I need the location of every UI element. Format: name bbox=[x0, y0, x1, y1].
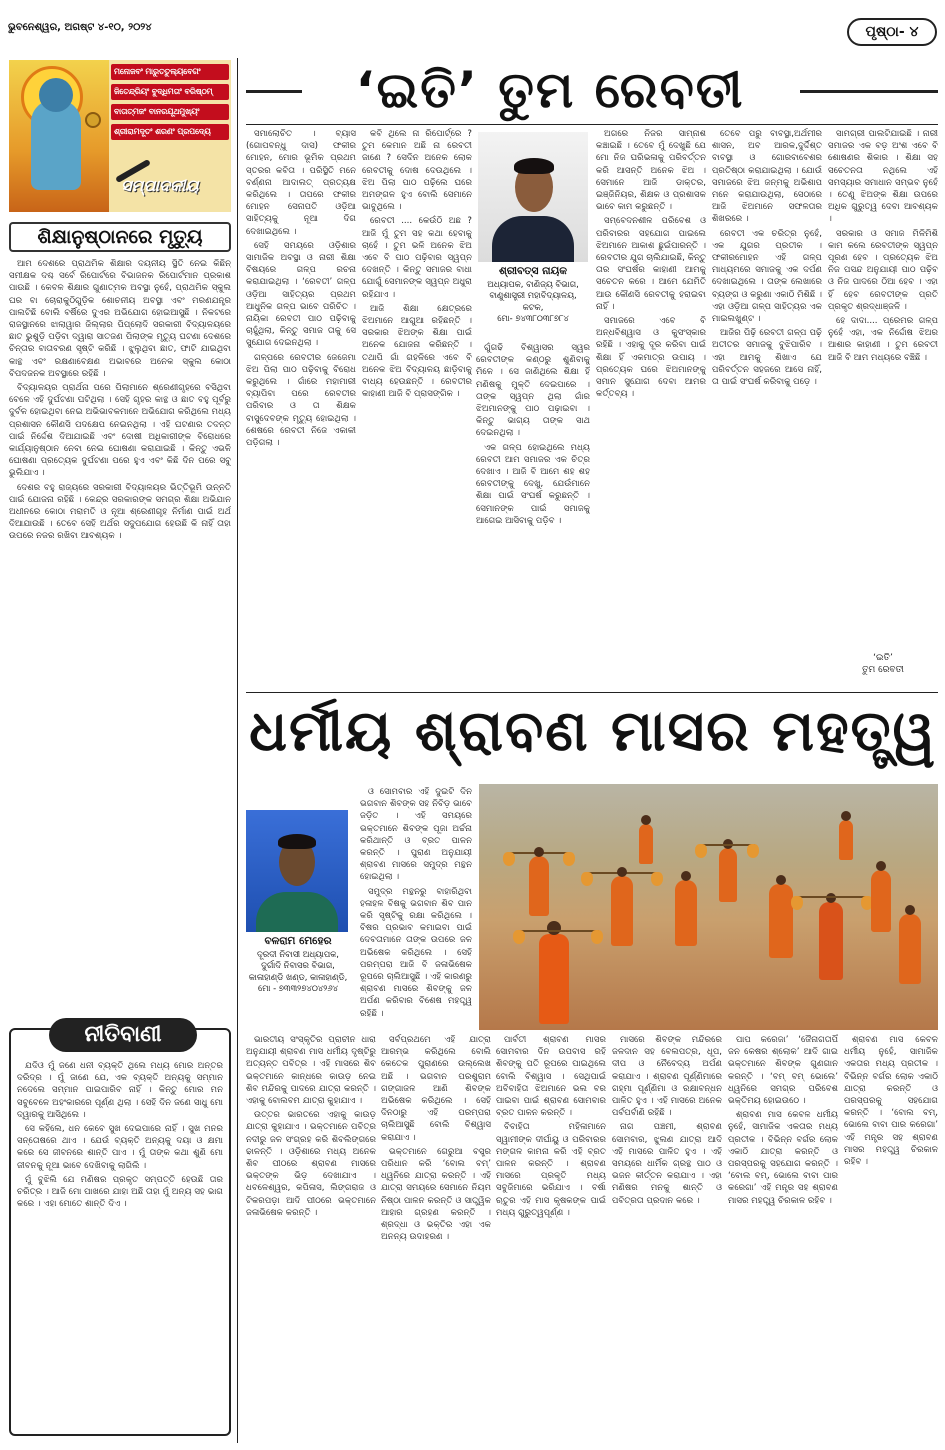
author-line: ମୋ- ୭୪୩୮୦୩୮୭୮୪ bbox=[497, 313, 569, 323]
article2-col3 bbox=[496, 1034, 606, 1438]
headline-rule-right bbox=[800, 90, 938, 93]
verse-lines bbox=[109, 62, 231, 144]
author-line: ଦୂରଦୀ ନିବାସୀ ଅଧ୍ୟାପକ, bbox=[257, 948, 339, 959]
paragraph: ବିଦ୍ୟାଳୟର ପ୍ରାର୍ଥନା ପରେ ପିଲାମାନେ ଶ୍ରେଣୀଗୃହରେ ବସିଥିବା ବେଳେ ଏହି ଦୁର୍ଘଟଣା ଘଟିଥିଲା । ସେହି ଗୃହର କାନ୍ଥ ଓ ଛାତ ବହୁ ପୂର୍ବରୁ ଦୁର୍ବଳ ହୋଇଥିବା ନେଇ ଅଭିଭାବକମାନେ ଅଭିଯୋଗ କରିଥିଲେ ମଧ୍ୟ ପ୍ରଶାସନ କୌଣସି ପଦକ୍ଷେପ ନେଇନଥିଲା । ଏହି ଘଟଣାର ତଦନ୍ତ ପାଇଁ ନିର୍ଦ୍ଦେଶ ଦିଆଯାଇଛି ଏବଂ ଦୋଷୀ ଅଧିକାରୀଙ୍କ ବିରୋଧରେ କାର୍ଯ୍ୟାନୁଷ୍ଠାନ ନେବା ନେଇ ଘୋଷଣା କରାଯାଇଛି । କିନ୍ତୁ ଏଭଳି ଘୋଷଣା ପ୍ରତ୍ୟେକ ଦୁର୍ଘଟଣା ପରେ ହୁଏ ଏବଂ କିଛି ଦିନ ପରେ ସବୁ ଭୁଲିଯାଏ । bbox=[9, 383, 231, 479]
article1-col1 bbox=[246, 128, 356, 688]
page-header bbox=[0, 0, 945, 54]
verse-line: ଜିତେନ୍ଦ୍ରିୟଂ ବୁଦ୍ଧିମତାଂ ବରିଷ୍ଠମ୍ bbox=[111, 84, 229, 100]
date-line: ଭୁବନେଶ୍ୱର, ଅଗଷ୍ଟ ୪-୧୦, ୨୦୨୪ bbox=[8, 22, 152, 33]
paragraph: ବିବାହିତା ମହିଳାମାନେ ସ୍ୱାମୀଙ୍କ ଦୀର୍ଘାୟୁ ଓ ପରିବାରର ମଙ୍ଗଳ କାମନା କରି ଏହି ବ୍ରତ ପାଳନ କରନ୍ତି । ଶ୍ରାବଣ ମାସରେ ପ୍ରକୃତି ମଧ୍ୟ ସବୁଜିମାରେ ଭରିଯାଏ । ବର୍ଷା ଋତୁର ଏହି ମାସ କୃଷକଙ୍କ ପାଇଁ ମଧ୍ୟ ଗୁରୁତ୍ୱପୂର୍ଣ୍ଣ । bbox=[496, 1122, 606, 1218]
author-line: ଅଧ୍ୟାପକ, ବାଣିଜ୍ୟ ବିଭାଗ, bbox=[487, 278, 579, 289]
paragraph: ସମୁଦ୍ର ମନ୍ଥନରୁ ବାହାରିଥିବା ହଳାହଳ ବିଷକୁ ଭଗବାନ ଶିବ ପାନ କରି ସୃଷ୍ଟିକୁ ରକ୍ଷା କରିଥିଲେ । ବିଷର ପ୍ରଭାବ କମାଇବା ପାଇଁ ଦେବତାମାନେ ତାଙ୍କ ଉପରେ ଜଳ ଅଭିଷେକ କରିଥିଲେ । ସେହି ପରମ୍ପରା ଆଜି ବି ଜଳାଭିଷେକ ରୂପରେ ଚାଲିଆସୁଛି । ଏହି କାରଣରୁ ଶ୍ରାବଣ ମାସରେ ଶିବଙ୍କୁ ଜଳ ଅର୍ପଣ କରିବାର ବିଶେଷ ମହତ୍ତ୍ୱ ରହିଛି । bbox=[360, 886, 472, 1019]
paragraph: ଆଜିର ପିଢ଼ି ରେବତୀ ଗଳ୍ପ ପଢ଼ି ଅତୀତର ସମାଜକୁ ବୁଝିପାରିବ । ଏହା ଆମକୁ ଶିଖାଏ ଯେ ପରିବର୍ତ୍ତନ ସହଜରେ ଆସେ ନାହିଁ, ତା ପାଇଁ ସଂଘର୍ଷ କରିବାକୁ ପଡ଼େ । bbox=[712, 328, 822, 388]
paragraph: ଏକ ଗଳ୍ପ ହୋଇଥିଲେ ମଧ୍ୟ ରେବତୀ ଆମ ସମାଜର ଏକ ଚିତ୍ର ଦେଖାଏ । ଆଜି ବି ଆମେ ଶହ ଶହ ରେବତୀଙ୍କୁ ଦେଖୁ, ଯେଉଁମାନେ ଶିକ୍ଷା ପାଇଁ ସଂଘର୍ଷ କରୁଛନ୍ତି । ସେମାନଙ୍କ ପାଇଁ ସମାଜକୁ ଆଗେଇ ଆସିବାକୁ ପଡ଼ିବ । bbox=[476, 442, 590, 526]
niti-vani-body bbox=[17, 1060, 223, 1430]
hanuman-illustration bbox=[9, 60, 109, 212]
paragraph: ସେହି ସମୟରେ ଓଡ଼ିଶାର ସାମାଜିକ ଅବସ୍ଥା ଓ ନାରୀ ଶିକ୍ଷା ବିଷୟରେ ଗଳ୍ପ ରଚନା କରାଯାଇଥିଲା । ‘ରେବତୀ’ ଗଳ୍ପ ଓଡ଼ିଆ ସାହିତ୍ୟର ପ୍ରଥମ ଆଧୁନିକ ଗଳ୍ପ ଭାବେ ପରିଚିତ । ନାୟିକା ରେବତୀ ପାଠ ପଢ଼ିବାକୁ ଚାହୁଁଥିଲା, କିନ୍ତୁ ସମାଜ ତାକୁ ସେ ସୁଯୋଗ ଦେଇନଥିଲା । bbox=[246, 240, 356, 349]
paragraph: ଶ୍ରାବଣ ମାସ କେବଳ ଧର୍ମୀୟ ନୁହେଁ, ସାମାଜିକ ଏକତାର ମଧ୍ୟ ପ୍ରତୀକ । ବିଭିନ୍ନ ବର୍ଗର ଲୋକ ଏକାଠି ଯାତ୍ରା କରନ୍ତି ଓ ପରସ୍ପରକୁ ସହଯୋଗ କରନ୍ତି । ‘ବୋଲ ବମ୍, ଭୋଲେ ବାବା ପାର କରେଗା’ ଏହି ମନ୍ତ୍ର ସହ ଶ୍ରାବଣ ମାସର ମହତ୍ତ୍ୱ ଚିରକାଳ ରହିବ । bbox=[728, 1110, 838, 1206]
paragraph: ଭକ୍ତମାନେ ଗେରୁଆ ବସ୍ତ୍ର ପରିଧାନ କରି ‘ବୋଲ ବମ୍’ ଧ୍ୱନିରେ ଯାତ୍ରା କରନ୍ତି । ଏହି ଯାତ୍ରା ସମୟରେ ସେମାନେ ନିୟମ ନିଷ୍ଠା ପାଳନ କରନ୍ତି ଓ ସାତ୍ତ୍ୱିକ ଆହାର ଗ୍ରହଣ କରନ୍ତି । ଶ୍ରଦ୍ଧା ଓ ଭକ୍ତିର ଏହା ଏକ ଅନନ୍ୟ ଉଦାହରଣ । bbox=[381, 1146, 491, 1243]
verse-line: ବାତାତ୍ମଜଂ ବାନରଯୂଥମୁଖ୍ୟଂ bbox=[111, 104, 229, 120]
paragraph: ଯଦିଓ ମୁଁ ଜଣେ ଧନୀ ବ୍ୟକ୍ତି ଥିଲେ ମଧ୍ୟ ମୋର ଅନ୍ତର ଦରିଦ୍ର । ମୁଁ ଜାଣେ ଯେ, ଏକ ବ୍ୟକ୍ତି ଅନ୍ୟକୁ ସମ୍ମାନ ନଦେଲେ ସମ୍ମାନ ପାଇପାରିବ ନାହିଁ । କିନ୍ତୁ ମୋର ମନ ସବୁବେଳେ ଅହଂକାରରେ ପୂର୍ଣ୍ଣ ଥିଲା । ସେହି ଦିନ ଜଣେ ସାଧୁ ମୋ ଦ୍ୱାରକୁ ଆସିଥିଲେ । bbox=[17, 1061, 223, 1120]
paragraph: ପାପ କରେଜା’ ‘ଜୈନାଗତାପିଁ ଜନ କେଷର ଶ୍ଲୋକ’ ଆଦି ଗାଇ ଭକ୍ତମାନେ ଶିବଙ୍କ ଗୁଣଗାନ କରନ୍ତି । ‘ବମ୍ ବମ୍ ଭୋଲେ’ ଧ୍ୱନିରେ ସମଗ୍ର ପରିବେଶ ଭକ୍ତିମୟ ହୋଇଉଠେ । bbox=[728, 1035, 838, 1107]
column-divider bbox=[237, 58, 238, 1443]
section-divider bbox=[246, 692, 938, 693]
paragraph: ରେବତୀ ଏକ ଚରିତ୍ର ନୁହେଁ, ଏକ ଯୁଗର ପ୍ରତୀକ । ଫକୀରମୋହନ ଏହି ଗଳ୍ପ ମାଧ୍ୟମରେ ସମାଜକୁ ଏକ ଦର୍ପଣ ଦେଖାଇଥିଲେ । ତାଙ୍କ ଲେଖାରେ ବ୍ୟଙ୍ଗ ଓ କରୁଣା ଏକାଠି ମିଶିଛି । ଏହା ଓଡ଼ିଆ ଗଳ୍ପ ସାହିତ୍ୟର ଏକ ମାଇଲଖୁଣ୍ଟ । bbox=[712, 228, 822, 325]
paragraph: ଓ ସୋମବାର ଏହି ଦୁଇଟି ଦିନ ଭଗବାନ ଶିବଙ୍କ ସହ ନିବିଡ଼ ଭାବେ ଜଡ଼ିତ । ଏହି ସମୟରେ ଭକ୍ତମାନେ ଶିବଙ୍କ ପୂଜା ଅର୍ଚ୍ଚନା କରିଥାନ୍ତି ଓ ବ୍ରତ ପାଳନ କରନ୍ତି । ପୁରାଣ ଅନୁଯାୟୀ ଶ୍ରାବଣ ମାସରେ ସମୁଦ୍ର ମନ୍ଥନ ହୋଇଥିଲା । bbox=[360, 787, 472, 883]
paragraph: ଭାରତୀୟ ସଂସ୍କୃତିର ପ୍ରାଚୀନ ଧାରା ଅନୁଯାୟୀ ଶ୍ରାବଣ ମାସ ଧର୍ମୀୟ ଦୃଷ୍ଟିରୁ ଅତ୍ୟନ୍ତ ପବିତ୍ର । ଏହି ମାସରେ ଶିବ ଭକ୍ତମାନେ କାନ୍ଧରେ କାଉଡ଼ ନେଇ ଶିବ ମନ୍ଦିରକୁ ପାଦରେ ଯାତ୍ରା କରନ୍ତି । ଏହାକୁ ବୋଲବମ ଯାତ୍ରା କୁହାଯାଏ । bbox=[246, 1035, 376, 1107]
article1-signoff bbox=[828, 652, 938, 676]
author-line: କାଳାହାଣ୍ଡି ଖଣ୍ଡ, କାଳାହାଣ୍ଡି, bbox=[248, 971, 348, 982]
author-line: ମୋ - ୭୩୩୨୭୪୦୪୨୬୪ bbox=[258, 983, 338, 993]
editorial-title: ଶିକ୍ଷାନୁଷ୍ଠାନରେ ମୃତ୍ୟୁ bbox=[9, 222, 231, 252]
author2-caption bbox=[242, 936, 354, 995]
article2-col4 bbox=[612, 1034, 722, 1438]
paragraph: ଶ୍ରାବଣ ମାସ କେବଳ ଧର୍ମୀୟ ନୁହେଁ, ସାମାଜିକ ଏକତାର ମଧ୍ୟ ପ୍ରତୀକ । ବିଭିନ୍ନ ବର୍ଗର ଲୋକ ଏକାଠି ଯାତ୍ରା କରନ୍ତି ଓ ପରସ୍ପରକୁ ସହଯୋଗ କରନ୍ତି । ‘ବୋଲ ବମ୍, ଭୋଲେ ବାବା ପାର କରେଗା’ ଏହି ମନ୍ତ୍ର ସହ ଶ୍ରାବଣ ମାସର ମହତ୍ତ୍ୱ ଚିରକାଳ ରହିବ । bbox=[844, 1035, 938, 1168]
paragraph: ସମାଜରେ ଏବେ ବି ଅନ୍ଧବିଶ୍ୱାସ ଓ କୁସଂସ୍କାର ରହିଛି । ଏହାକୁ ଦୂର କରିବା ପାଇଁ ଶିକ୍ଷା ହିଁ ଏକମାତ୍ର ଉପାୟ । ପ୍ରତ୍ୟେକ ଘରେ ଝିଅମାନଙ୍କୁ ସମାନ ସୁଯୋଗ ଦେବା ଆମର କର୍ତ୍ତବ୍ୟ । bbox=[596, 316, 706, 400]
article2-headline: ଧର୍ମୀୟ ଶ୍ରାବଣ ମାସର ମହତ୍ତ୍ୱ bbox=[249, 699, 937, 764]
article2-col1 bbox=[246, 1034, 376, 1438]
niti-vani-box bbox=[9, 1022, 231, 1436]
paragraph: ତେବେ ପରୁ ବାବସ୍ଥା,ଅର୍ଥମୀର ଶାସନ, ଅବ ଆରକ,ଦୁର୍ଦ୍ଦିଶ୍ତ ବାବସ୍ଥା ଓ ଗୋରବାବେଶର ପ୍ରତିଷ୍ଠା କରାଯାଇଥିଲା । ଯୋଉଁ ସମାଜରେ ଝିଅ ଜନ୍ମକୁ ଅଭିଶାପ ମନେ କରାଯାଉଥିଲା, ସେଠାରେ ଆଜି ଝିଅମାନେ ସଫଳତାର ଶିଖରରେ । bbox=[712, 129, 822, 225]
paragraph: ରେବତୀ .... କେଉଁଠି ଅଛ ? ଆଜି ମୁଁ ତୁମ ସହ କଥା ହେବାକୁ ଚାହେଁ । ତୁମ ଭଳି ଅନେକ ଝିଅ ଏବେ ବି ପାଠ ପଢ଼ିବାର ସ୍ୱପ୍ନ ଦେଖନ୍ତି । କିନ୍ତୁ ସମାଜର ବାଧା ଯୋଗୁଁ ସେମାନଙ୍କ ସ୍ୱପ୍ନ ଅଧୁରା ରହିଯାଏ । bbox=[362, 216, 472, 300]
paragraph: ଗଳ୍ପରେ ରେବତୀର ଜେଜେମା ଝିଅ ପିଲା ପାଠ ପଢ଼ିବାକୁ ବିରୋଧ କରୁଥିଲେ । ଗାଁରେ ମହାମାରୀ ବ୍ୟାପିବା ପରେ ରେବତୀର ପରିବାର ଓ ତା ଶିକ୍ଷକ ବାସୁଦେବଙ୍କ ମୃତ୍ୟୁ ହୋଇଥିଲା । ଶେଷରେ ରେବତୀ ନିଜେ ଏକାକୀ ପଡ଼ିଗଲା । bbox=[246, 352, 356, 449]
paragraph: ଦେଶର ବହୁ ରାଜ୍ୟରେ ସରକାରୀ ବିଦ୍ୟାଳୟର ଭିତ୍ତିଭୂମି ଉନ୍ନତି ପାଇଁ ଯୋଜନା ରହିଛି । କେନ୍ଦ୍ର ସରକାରଙ୍କ ସମଗ୍ର ଶିକ୍ଷା ଅଭିଯାନ ଅଧୀନରେ କୋଠା ମରାମତି ଓ ନୂଆ ଶ୍ରେଣୀଗୃହ ନିର୍ମାଣ ପାଇଁ ଅର୍ଥ ଦିଆଯାଉଛି । ତେବେ ସେହି ଅର୍ଥର ସଦୁପଯୋଗ ହେଉଛି କି ନାହିଁ ତାହା ଉପରେ ନଜର ରଖିବା ଆବଶ୍ୟକ । bbox=[9, 482, 231, 542]
kanwar-pilgrims-photo bbox=[479, 784, 938, 1030]
headline-rule-left bbox=[246, 90, 302, 93]
author-line: ବାଣୁଶାସ୍ତ୍ରୀ ମହାବିଦ୍ୟାଳୟ, bbox=[489, 290, 577, 300]
verse-line: ଶ୍ରୀରାମଦୂତଂ ଶରଣଂ ପ୍ରପଦ୍ୟେ bbox=[111, 124, 229, 140]
article2-intro-col bbox=[360, 786, 472, 1032]
paragraph: ସେ କହିଲେ, ଧନ କେବେ ସୁଖ ଦେଇପାରେ ନାହିଁ । ସୁଖ ମନର ସନ୍ତୋଷରେ ଥାଏ । ଯେଉଁ ବ୍ୟକ୍ତି ଅନ୍ୟକୁ ଦୟା ଓ କ୍ଷମା କରେ ସେ ଜୀବନରେ ଶାନ୍ତି ପାଏ । ମୁଁ ତାଙ୍କ କଥା ଶୁଣି ମୋ ଜୀବନକୁ ନୂଆ ଭାବେ ଦେଖିବାକୁ ଲାଗିଲି । bbox=[17, 1124, 223, 1171]
author-photo bbox=[478, 132, 588, 262]
niti-vani-title: ନୀତିବାଣୀ bbox=[49, 1018, 197, 1052]
article1-col5 bbox=[712, 128, 822, 688]
article1-col4 bbox=[596, 128, 706, 688]
signoff-line: ‘ଇତି’ bbox=[873, 653, 893, 663]
paragraph: ମୁଁ ବୁଝିଲି ଯେ ମଣିଷର ପ୍ରକୃତ ସମ୍ପତ୍ତି ହେଉଛି ତାର ଚରିତ୍ର । ଆଜି ମୋ ପାଖରେ ଯାହା ଅଛି ତାହା ମୁଁ ଅନ୍ୟ ସହ ଭାଗ କରେ । ଏହା ମୋତେ ଶାନ୍ତି ଦିଏ । bbox=[17, 1174, 223, 1210]
paragraph: ମାସରେ ଶିବଙ୍କ ମନ୍ଦିରରେ ଜଳଦାନ ସହ ବେଲପତ୍ର, ଧୂପ, ଦୀପ ଓ ନୈବେଦ୍ୟ ଅର୍ପଣ କରାଯାଏ । ଶ୍ରାବଣ ପୂର୍ଣ୍ଣିମାରେ ଗହ୍ମା ପୂର୍ଣ୍ଣିମା ଓ ରକ୍ଷାବନ୍ଧନ ପାଳିତ ହୁଏ । ଏହି ମାସରେ ଅନେକ ପର୍ବପର୍ବାଣି ରହିଛି । bbox=[612, 1035, 722, 1119]
paragraph: ହେ ଦାଦା.... ପ୍ରେମର ଗଳ୍ପ ନୁହେଁ ଏହା, ଏକ ନିର୍ଦ୍ଦୋଷ ଝିଅର ଆଶାର କାହାଣୀ । ତୁମ ରେବତୀ ଆଜି ବି ଆମ ମଧ୍ୟରେ ବଞ୍ଚିଛି । bbox=[828, 316, 938, 363]
article2-col5 bbox=[728, 1034, 838, 1438]
paragraph: କବି ଥିଲେ ନା ରିପୋର୍ଟ୍‌ରେ ? ତୁମ କେମାନ ଅଛି ନା ରେବତୀ ଜାଣେ ? ସେଦିନ ଅନେକ ଲୋକ ରେବତୀକୁ ଦୋଷ ଦେଉଥିଲେ । ଝିଅ ପିଲା ପାଠ ପଢ଼ିଲେ ଘରେ ଅମଙ୍ଗଳ ହୁଏ ବୋଲି ସେମାନେ ଭାବୁଥିଲେ । bbox=[362, 129, 472, 213]
paragraph: ଆମ ଦେଶରେ ପ୍ରାଥମିକ ଶିକ୍ଷାର ଦୟନୀୟ ସ୍ଥିତି ନେଇ କିଛିନ୍ ସମୀକ୍ଷକ ଦଶ୍ଚ ସର୍ବେ ରିପୋର୍ଟରେ ବିଭାଜନକ ରିପୋର୍ଟମାନ ପ୍ରକାଶ ପାଉଛି । କେବଳ ଶିକ୍ଷାର ଗୁଣାତ୍ମକ ଅବସ୍ଥା ନୁହେଁ, ପ୍ରାଥମିକ ସ୍କୁଲ ଘର ବା ଚୋରାକୁଠିଗୁଡ଼ିକ ଶୋଚନୀୟ ଅବସ୍ଥା ଏବଂ ମରଣଯନ୍ତ୍ର ପାଲଟିଛି ବୋଲି ବର୍ଷିରେ ଦୁଏର ଅଭିଯୋଗ ହୋଇଆସୁଛି । ନିକଟରେ ରାଜସ୍ଥାନରେ ଝାଲାୱାର ଜିଲ୍ଲାର ପିପ୍ଲୋଦି ସରକାରୀ ବିଦ୍ୟାଳୟରେ ଛାତ ଭୁଶୁଡ଼ି ପଡ଼ିବା ଦ୍ୱାରା ସାତଜଣ ପିଲାଙ୍କ ମୃତ୍ୟୁ ଘଟଣା ଦେଶରେ ଚିନ୍ତାର ବାତାବରଣ ସୃଷ୍ଟି କରିଛି । ଝୁଲୁଥିବା ଛାତ, ଫାଟି ଯାଇଥିବା କାନ୍ଥ ଏବଂ ରକ୍ଷଣାବେକ୍ଷଣ ଅଭାବରେ ଅନେକ ସ୍କୁଲ କୋଠା ବିପଦଜନକ ଅବସ୍ଥାରେ ରହିଛି । bbox=[9, 259, 231, 379]
article1-col3 bbox=[476, 342, 590, 688]
author-line: କଟକ, bbox=[522, 301, 544, 312]
verse-line: ମନୋଜବଂ ମାରୁତତୁଲ୍ୟବେଗଂ bbox=[111, 64, 229, 80]
article2-col6 bbox=[844, 1034, 938, 1438]
author2-name: ବଳରାମ ମେହେର bbox=[264, 935, 332, 947]
page-number-badge: ପୃଷ୍ଠା- ୪ bbox=[847, 18, 937, 46]
paragraph: ସରକାର ଓ ସମାଜ ମିଳିମିଶି କାମ କଲେ ରେବତୀଙ୍କ ସ୍ୱପ୍ନ ପୂରଣ ହେବ । ପ୍ରତ୍ୟେକ ଝିଅ ନିଜ ପସନ୍ଦ ଅନୁଯାୟୀ ପାଠ ପଢ଼ିବ ଓ ନିଜ ପାଦରେ ଠିଆ ହେବ । ଏହା ହିଁ ହେବ ରେବତୀଙ୍କ ପ୍ରତି ପ୍ରକୃତ ଶ୍ରଦ୍ଧାଞ୍ଜଳି । bbox=[828, 228, 938, 312]
editorial-body bbox=[9, 258, 231, 1020]
paragraph: ସମ୍ବେଦନଶୀଳ ପରିବେଶ ଓ ପରିବାରର ସହଯୋଗ ପାଇଲେ ଝିଅମାନେ ଆକାଶ ଛୁଇଁପାରନ୍ତି । ରେବତୀର ଯୁଗ ଚାଲିଯାଇଛି, କିନ୍ତୁ ତାର ସଂଘର୍ଷର କାହାଣୀ ଆମକୁ ସଚେତନ କରେ । ଆମେ ଯେମିତି ଆଉ କୌଣସି ରେବତୀକୁ ହରାଇବା ନାହିଁ । bbox=[596, 216, 706, 312]
paragraph: ସାମଗ୍ରୀ ପାଲଟିଯାଇଛି । ନାରୀ ସମାଜର ଏକ ବଡ଼ ଅଂଶ ଏବେ ବି ଶୋଷଣର ଶିକାର । ଶିକ୍ଷା ସହ ସଚେତନତା ନଥିଲେ ଏହି ସମସ୍ୟାର ସମାଧାନ ସମ୍ଭବ ନୁହେଁ । ତେଣୁ ଝିଅଙ୍କ ଶିକ୍ଷା ଉପରେ ଅଧିକ ଗୁରୁତ୍ୱ ଦେବା ଆବଶ୍ୟକ । bbox=[828, 129, 938, 225]
paragraph: ଅଗରେ ନିଜର ସାମ୍ନାଶ କଞ୍ଚାଇଛି । ତେବେ ମୁଁ ଦେଖୁଛି ଯେ ମୋ ନିଜ ଘରିଭଳାକୁ ପରିବର୍ତ୍ତନ କରି ଆସନ୍ତି ଅନେକ ଝିଅ । ସେମାନେ ଆଜି ଡାକ୍ତର, ଇଞ୍ଜିନିୟର, ଶିକ୍ଷକ ଓ ପ୍ରଶାସକ ଭାବେ କାମ କରୁଛନ୍ତି । bbox=[596, 129, 706, 213]
editorial-label: ସମ୍ପାଦକୀୟ bbox=[121, 176, 199, 195]
author-caption bbox=[474, 266, 592, 325]
editorial-banner bbox=[9, 60, 231, 212]
paragraph: ସର୍ବପ୍ରଥମେ ଏହି ଯାତ୍ରା ଆରମ୍ଭ କରିଥିଲେ ବୋଲି କେତେକ ପୁରାଣରେ ଉଲ୍ଲେଖ ଅଛି । ଭଗବାନ ପରଶୁରାମ ଗଙ୍ଗାଜଳ ଆଣି ଶିବଙ୍କ ଅଭିଷେକ କରିଥିଲେ । ସେହି ଦିନଠାରୁ ଏହି ପରମ୍ପରା ଚାଲିଆସୁଛି ବୋଲି ବିଶ୍ୱାସ କରାଯାଏ । bbox=[381, 1035, 491, 1143]
article1-headline: ‘ଇତି’ ତୁମ ରେବତୀ bbox=[355, 61, 745, 119]
author2-photo bbox=[246, 810, 348, 932]
paragraph: ନାଗ ପଞ୍ଚମୀ, ଶ୍ରାବଣ ସୋମବାର, ଝୁଲଣ ଯାତ୍ରା ଆଦି ଏହି ମାସରେ ପାଳିତ ହୁଏ । ଏହି ସମୟରେ ଧାର୍ମିକ ଗ୍ରନ୍ଥ ପାଠ ଓ ଭଜନ କୀର୍ତ୍ତନ କରାଯାଏ । ଏହା ମଣିଷର ମନକୁ ଶାନ୍ତି ଓ ପବିତ୍ରତା ପ୍ରଦାନ କରେ । bbox=[612, 1122, 722, 1206]
author-line: ଦୁର୍ଗାଦି ନିବାସର ବିଭାଗ, bbox=[261, 960, 335, 970]
headline-underline bbox=[246, 124, 938, 125]
paragraph: ଉତ୍ତର ଭାରତରେ ଏହାକୁ କାଉଡ଼ ଯାତ୍ରା କୁହାଯାଏ । ଭକ୍ତମାନେ ପବିତ୍ର ନଦୀରୁ ଜଳ ସଂଗ୍ରହ କରି ଶିବଲିଙ୍ଗରେ ଢାଳନ୍ତି । ଓଡ଼ିଶାରେ ମଧ୍ୟ ଅନେକ ଶିବ ପୀଠରେ ଶ୍ରାବଣ ମାସରେ ଭକ୍ତଙ୍କ ଭିଡ଼ ଦେଖାଯାଏ । ଧବଳେଶ୍ୱର, କପିଳାସ, ଲିଙ୍ଗରାଜ ଓ ଟିକରପଡ଼ା ଆଦି ପୀଠରେ ଭକ୍ତମାନେ ଜଳାଭିଷେକ କରନ୍ତି । bbox=[246, 1110, 376, 1218]
paragraph: ସମାଲୋଚିତ । ବ୍ୟାସ (ଗୋପବନ୍ଧୁ ଦାସ) ଫକୀର ମୋହନ, ମୋର ଭୂମିକ ପ୍ରଥମ ସ୍ତରର କବିତା । ପରିସ୍ଥିତି ମନେ ବର୍ଣ୍ଣନା ଆଦାଲତ୍ ପ୍ରତ୍ୟକ୍ଷ କରିଥିଲେ । ତାପରେ ଫକୀର ମୋହନ ସେନାପତି ଓଡ଼ିଆ ସାହିତ୍ୟକୁ ନୂଆ ଦିଗ ଦେଖାଇଥିଲେ । bbox=[246, 129, 356, 237]
paragraph: ପାର୍ବତୀ ଶ୍ରାବଣ ମାସର ସୋମବାର ଦିନ ଉପବାସ ରହି ଶିବଙ୍କୁ ପତି ରୂପରେ ପାଇଥିଲେ ବୋଲି ବିଶ୍ୱାସ । ସେଥିପାଇଁ ଅବିବାହିତା ଝିଅମାନେ ଭଲ ବର ପାଇବା ପାଇଁ ଶ୍ରାବଣ ସୋମବାର ବ୍ରତ ପାଳନ କରନ୍ତି । bbox=[496, 1035, 606, 1119]
article1-col2 bbox=[362, 128, 472, 688]
article2-col2 bbox=[381, 1034, 491, 1438]
signoff-line: ତୁମ ରେବତୀ bbox=[862, 665, 904, 675]
author-name: ଶ୍ରୀବତ୍ସ ନାୟକ bbox=[498, 265, 568, 277]
paragraph: ଗୁଁଗଢି ବିଶ୍ୱାସର ସ୍ୱର ରେବତୀଙ୍କ କଣ୍ଠରୁ ଶୁଣିବାକୁ ମିଳେ । ସେ ଜାଣିଥିଲେ ଶିକ୍ଷା ହିଁ ମଣିଷକୁ ମୁକ୍ତି ଦେଇପାରେ । ତାଙ୍କ ସ୍ୱପ୍ନ ଥିଲା ଗାଁର ଝିଅମାନଙ୍କୁ ପାଠ ପଢ଼ାଇବା । କିନ୍ତୁ ଭାଗ୍ୟ ତାଙ୍କ ସାଥ ଦେଇନଥିଲା । bbox=[476, 343, 590, 439]
article1-col6 bbox=[828, 128, 938, 648]
paragraph: ଆଜି ଶିକ୍ଷା କ୍ଷେତ୍ରରେ ଝିଅମାନେ ଆଗୁଆ ରହିଛନ୍ତି । ସରକାର ଝିଅଙ୍କ ଶିକ୍ଷା ପାଇଁ ଅନେକ ଯୋଜନା କରିଛନ୍ତି । ତଥାପି ଗାଁ ଗହଳିରେ ଏବେ ବି ଅନେକ ଝିଅ ବିଦ୍ୟାଳୟ ଛାଡ଼ିବାକୁ ବାଧ୍ୟ ହେଉଛନ୍ତି । ରେବତୀର କାହାଣୀ ଆଜି ବି ପ୍ରାସଙ୍ଗିକ । bbox=[362, 303, 472, 400]
